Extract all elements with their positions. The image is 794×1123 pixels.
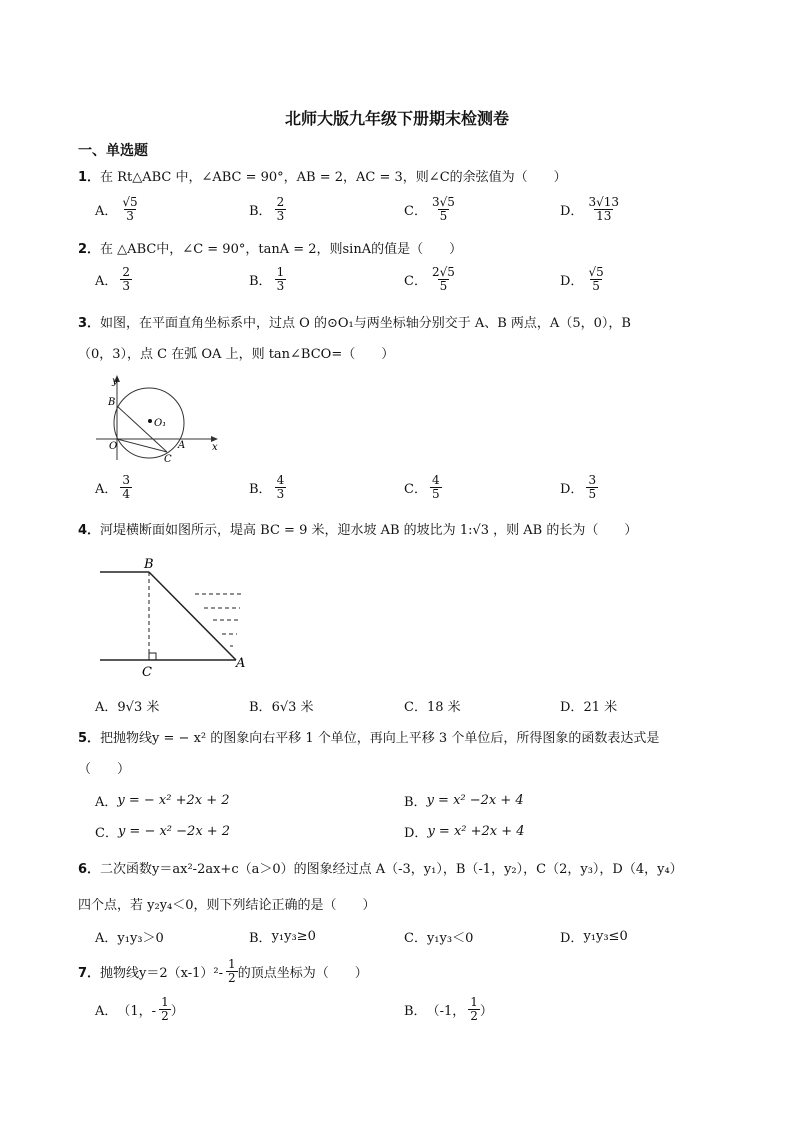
circle-coordinate-figure <box>94 372 224 464</box>
question-4 <box>78 519 637 538</box>
label-b: B <box>108 397 116 408</box>
question-text: 二次函数y＝ax²-2ax+c（a＞0）的图象经过点 A（-3，y₁），B（-1，y₂），C（2，y₃），D（4，y₄） <box>100 862 683 877</box>
q5-option-b[interactable] <box>404 791 524 810</box>
option-fraction: $\frac{3}{4}$ <box>122 473 131 501</box>
question-3-line-2: （0，3），点 C 在弧 OA 上，则 tan∠BCO=（ ） <box>78 347 395 362</box>
option-text: y = x² +2x + 4 <box>427 824 525 839</box>
question-number: 2． <box>78 242 101 257</box>
q6-option-a[interactable] <box>95 927 164 946</box>
option-fraction: $\frac{1}{2}$ <box>470 995 478 1023</box>
option-label: C． <box>95 826 118 841</box>
option-label: A． <box>95 700 118 715</box>
question-6-line-2: 四个点，若 y₂y₄＜0，则下列结论正确的是（ ） <box>78 898 376 913</box>
q3-option-c[interactable] <box>404 474 442 501</box>
option-text-pre: （1，- <box>117 1004 157 1019</box>
option-label: D． <box>560 204 584 219</box>
option-text: 21 米 <box>583 700 618 715</box>
option-label: D． <box>404 826 428 841</box>
option-label: A． <box>95 482 118 497</box>
q2-option-d[interactable] <box>560 266 606 293</box>
question-text-post: 的顶点坐标为（ ） <box>237 966 368 981</box>
q4-option-c[interactable] <box>404 696 461 715</box>
question-6 <box>78 858 683 877</box>
slope-ab <box>149 572 236 660</box>
q4-option-a[interactable] <box>95 696 159 715</box>
question-2 <box>78 238 462 257</box>
question-text-pre: 抛物线y＝2（x-1）²- <box>100 966 224 981</box>
option-label: B． <box>249 274 272 289</box>
option-fraction: $\frac{2}{3}$ <box>276 195 285 223</box>
q3-option-b[interactable] <box>249 474 286 501</box>
question-number: 6． <box>78 862 101 877</box>
q7-option-b[interactable] <box>404 996 493 1023</box>
question-number: 3． <box>78 316 101 331</box>
q3-option-d[interactable] <box>560 474 598 501</box>
q7-option-a[interactable] <box>95 996 184 1023</box>
option-label: A． <box>95 1004 118 1019</box>
question-number: 4． <box>78 523 101 538</box>
q1-option-d[interactable] <box>560 196 621 223</box>
option-fraction: $\frac{3√13}{13}$ <box>588 195 619 223</box>
option-label: A． <box>95 204 118 219</box>
page-title: 北师大版九年级下册期末检测卷 <box>284 109 509 128</box>
option-fraction: $\frac{2}{3}$ <box>122 265 131 293</box>
right-angle-mark <box>149 653 156 660</box>
option-text: y₁y₃＜0 <box>426 931 474 946</box>
q6-option-c[interactable] <box>404 927 473 946</box>
question-5 <box>78 727 659 746</box>
label-y: y <box>112 376 118 387</box>
question-text: 河堤横断面如图所示，堤高 BC = 9 米，迎水坡 AB 的坡比为 1:√3 ，则 AB 的长为（ ） <box>100 523 638 538</box>
option-fraction: $\frac{4}{3}$ <box>276 473 285 501</box>
question-1 <box>78 166 567 185</box>
option-fraction: $\frac{4}{5}$ <box>431 473 440 501</box>
q1-option-c[interactable] <box>404 196 457 223</box>
option-label: B． <box>404 795 427 810</box>
option-text-pre: （-1， <box>426 1004 466 1019</box>
option-text: 6√3 米 <box>271 700 314 715</box>
option-label: C． <box>404 700 427 715</box>
question-text: 如图，在平面直角坐标系中，过点 O 的⊙O₁与两坐标轴分别交于 A、B 两点，A（5，0），B <box>100 316 631 331</box>
option-text: y₁y₃≤0 <box>583 929 628 944</box>
option-text: y = x² −2x + 4 <box>426 793 524 808</box>
q1-option-a[interactable] <box>95 196 140 223</box>
option-fraction: $\frac{2√5}{5}$ <box>431 265 455 293</box>
q5-option-a[interactable] <box>95 791 230 810</box>
option-fraction: $\frac{1}{3}$ <box>276 265 285 293</box>
question-text: 把抛物线y = − x² 的图象向右平移 1 个单位，再向上平移 3 个单位后，所得图象的函数表达式是 <box>100 731 660 746</box>
q6-option-b[interactable] <box>249 927 316 946</box>
option-text: 9√3 米 <box>117 700 160 715</box>
option-label: B． <box>249 482 272 497</box>
label-a: A <box>178 440 186 451</box>
q3-option-a[interactable] <box>95 474 132 501</box>
q2-option-c[interactable] <box>404 266 457 293</box>
option-text: 18 米 <box>426 700 461 715</box>
question-text: 在 △ABC中，∠C = 90°，tanA = 2，则sinA的值是（ ） <box>100 242 463 257</box>
q6-option-d[interactable] <box>560 927 628 946</box>
option-label: D． <box>560 482 584 497</box>
label-o: O <box>109 441 118 452</box>
option-text: y = − x² +2x + 2 <box>117 793 230 808</box>
option-text: y = − x² −2x + 2 <box>117 824 231 839</box>
question-3 <box>78 312 631 331</box>
option-fraction: $\frac{√5}{5}$ <box>588 265 604 293</box>
option-label: D． <box>560 931 584 946</box>
question-number: 1． <box>78 170 101 185</box>
option-label: A． <box>95 931 118 946</box>
option-fraction: $\frac{3√5}{5}$ <box>431 195 455 223</box>
option-label: B． <box>404 1004 427 1019</box>
option-label: B． <box>249 700 272 715</box>
question-fraction: $\frac{1}{2}$ <box>228 957 236 985</box>
q5-option-d[interactable] <box>404 822 525 841</box>
q1-option-b[interactable] <box>249 196 286 223</box>
embankment-figure <box>96 554 256 684</box>
q4-option-d[interactable] <box>560 696 617 715</box>
option-fraction: $\frac{3}{5}$ <box>588 473 597 501</box>
option-label: B． <box>249 931 272 946</box>
q2-option-b[interactable] <box>249 266 286 293</box>
option-text-post: ） <box>170 1004 184 1019</box>
label-o1: O₁ <box>154 418 167 429</box>
section-heading: 一、单选题 <box>78 143 148 159</box>
option-text: y₁y₃＞0 <box>117 931 164 946</box>
option-label: C． <box>404 204 427 219</box>
label-b: B <box>144 557 154 572</box>
q5-option-c[interactable] <box>95 822 230 841</box>
question-text: 在 Rt△ABC 中，∠ABC = 90°，AB = 2，AC = 3，则∠C的余弦值为（ ） <box>100 170 567 185</box>
option-text: y₁y₃≥0 <box>271 929 316 944</box>
label-c: C <box>164 454 172 464</box>
option-label: C． <box>404 274 427 289</box>
question-5-line-2: （ ） <box>78 762 131 777</box>
label-x: x <box>212 442 218 453</box>
option-label: D． <box>560 700 584 715</box>
question-number: 7． <box>78 966 101 981</box>
question-number: 5． <box>78 731 101 746</box>
option-label: B． <box>249 204 272 219</box>
option-fraction: $\frac{1}{2}$ <box>161 995 169 1023</box>
label-a: A <box>236 656 246 671</box>
center-point <box>148 419 152 423</box>
option-label: A． <box>95 795 118 810</box>
label-c: C <box>142 665 152 680</box>
question-7 <box>78 958 368 985</box>
q4-option-b[interactable] <box>249 696 314 715</box>
option-label: A． <box>95 274 118 289</box>
q2-option-a[interactable] <box>95 266 132 293</box>
option-fraction: $\frac{√5}{3}$ <box>122 195 138 223</box>
option-text-post: ） <box>479 1004 493 1019</box>
option-label: C． <box>404 482 427 497</box>
option-label: D． <box>560 274 584 289</box>
option-label: C． <box>404 931 427 946</box>
